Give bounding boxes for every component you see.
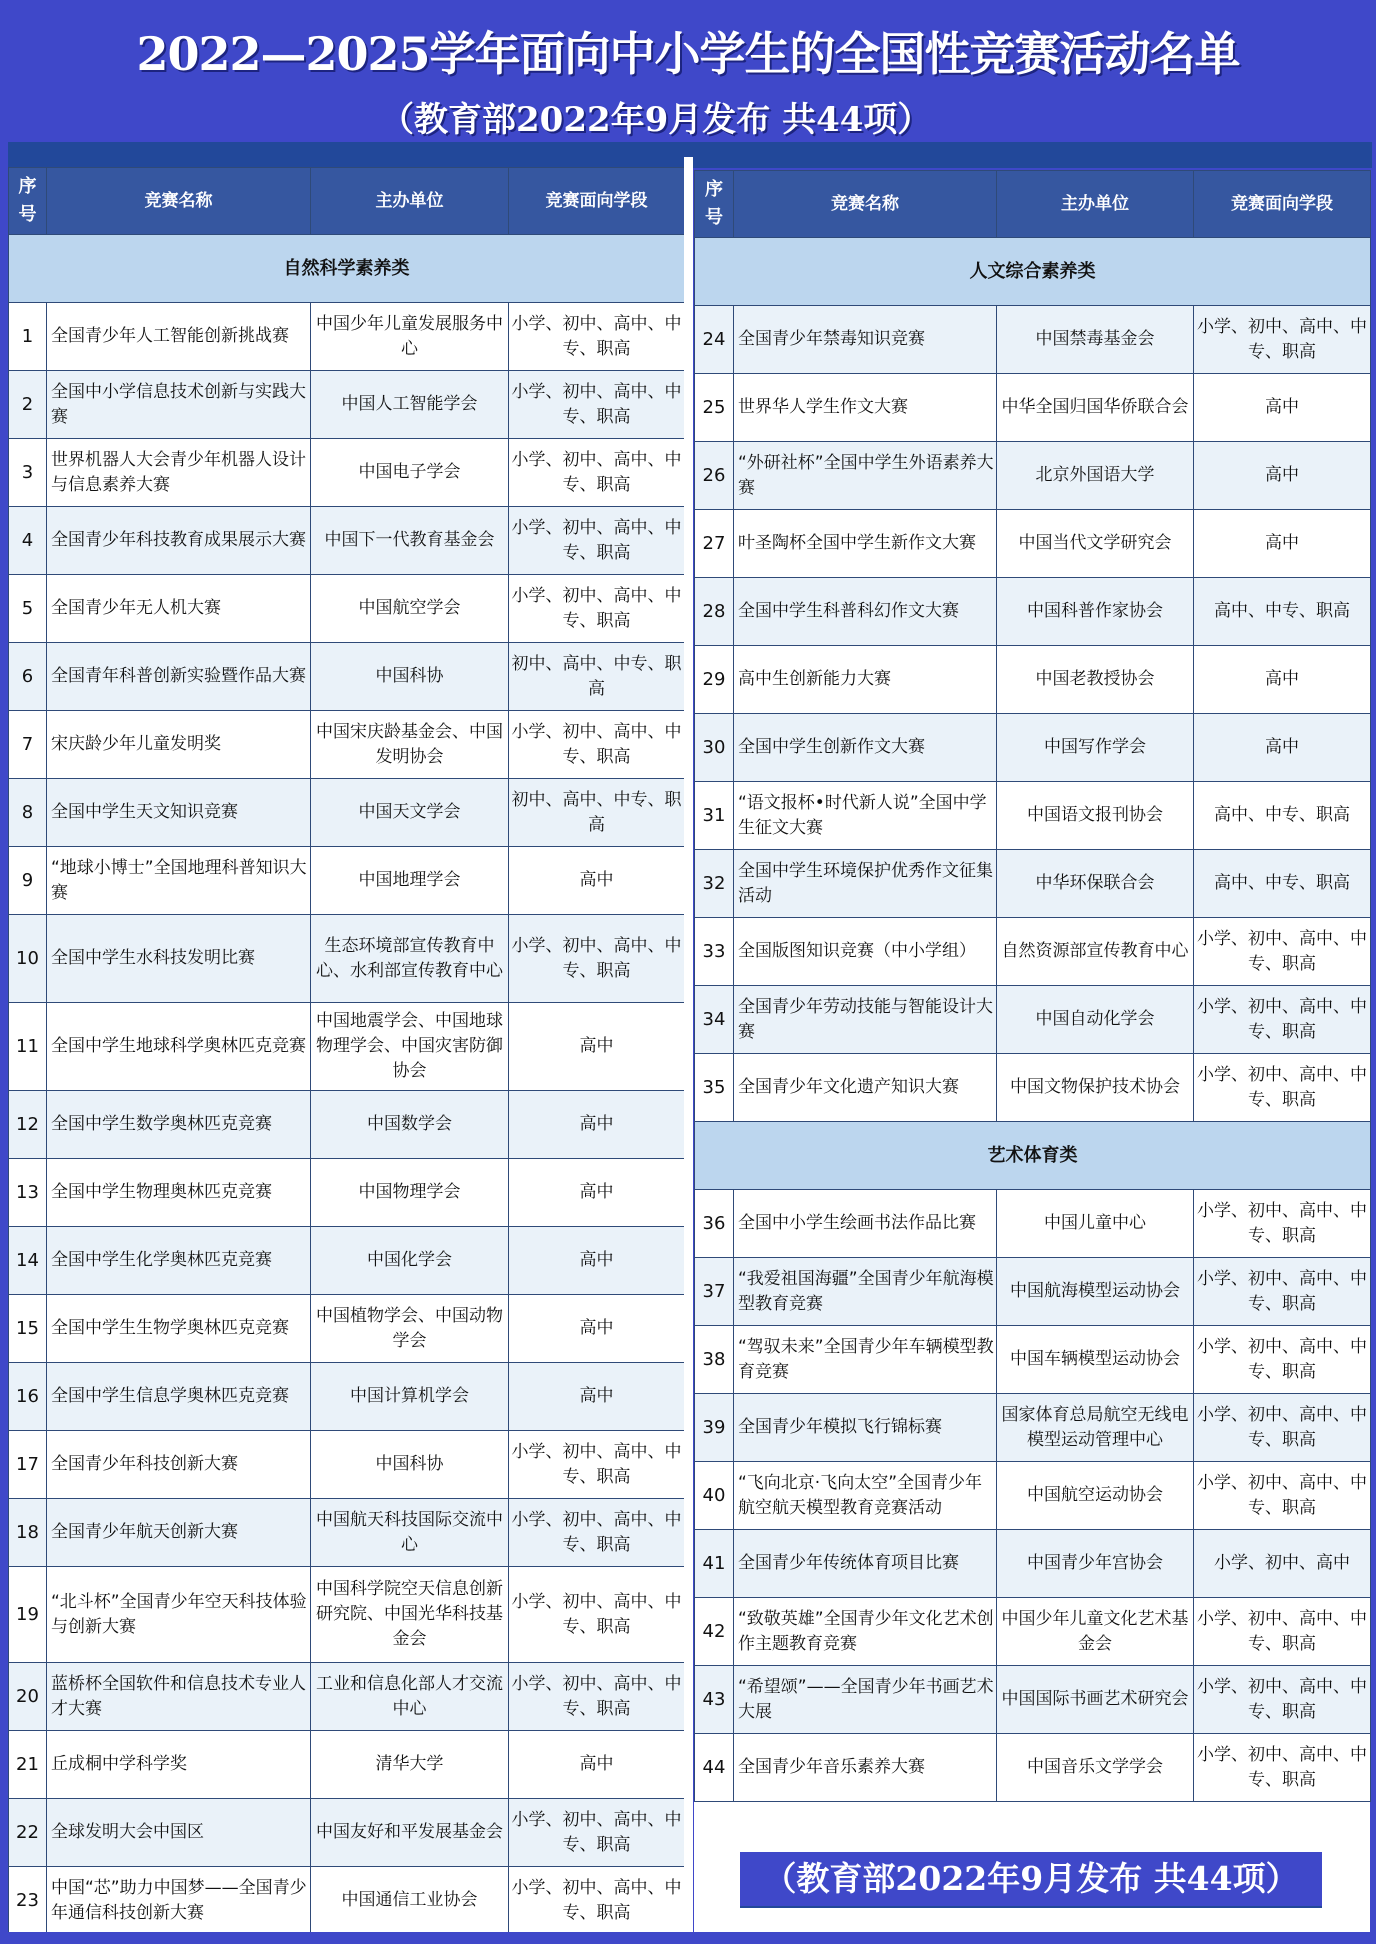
organizer: 中国计算机学会 [311,1363,509,1431]
table-row [695,1394,1371,1462]
target-level: 小学、初中、高中、中专、职高 [509,439,685,507]
target-level: 小学、初中、高中、中专、职高 [509,1431,685,1499]
organizer: 中国友好和平发展基金会 [311,1799,509,1867]
category-row [695,238,1371,306]
organizer: 中国宋庆龄基金会、中国发明协会 [311,711,509,779]
row-number: 29 [695,646,734,714]
table-row [9,1295,685,1363]
row-number: 6 [9,643,47,711]
target-level: 高中 [509,1091,685,1159]
organizer: 工业和信息化部人才交流中心 [311,1663,509,1731]
left-table-container [8,167,684,1935]
row-number: 7 [9,711,47,779]
target-level: 小学、初中、高中、中专、职高 [1194,1190,1371,1258]
target-level: 小学、初中、高中、中专、职高 [1194,1734,1371,1802]
organizer: 中国科普作家协会 [997,578,1194,646]
competition-name: 全国中学生生物学奥林匹克竞赛 [47,1295,311,1363]
table-row [9,915,685,1003]
row-number: 25 [695,374,734,442]
footer-note: （教育部2022年9月发布 共44项） [740,1852,1322,1908]
table-row [9,643,685,711]
table-row [9,575,685,643]
competition-name: 蓝桥杯全国软件和信息技术专业人才大赛 [47,1663,311,1731]
column-header-name: 竞赛名称 [47,168,311,235]
organizer: 中国老教授协会 [997,646,1194,714]
row-number: 35 [695,1054,734,1122]
competition-name: 全国中学生物理奥林匹克竞赛 [47,1159,311,1227]
organizer: 中国禁毒基金会 [997,306,1194,374]
target-level: 小学、初中、高中、中专、职高 [1194,1054,1371,1122]
table-row [695,1734,1371,1802]
organizer: 中国数学会 [311,1091,509,1159]
organizer: 中国航空运动协会 [997,1462,1194,1530]
competition-name: 全国中学生环境保护优秀作文征集活动 [734,850,997,918]
table-row [9,1499,685,1567]
organizer: 中国下一代教育基金会 [311,507,509,575]
organizer: 中国青少年宫协会 [997,1530,1194,1598]
row-number: 22 [9,1799,47,1867]
right-table-container [694,170,1370,1938]
target-level: 小学、初中、高中、中专、职高 [1194,1462,1371,1530]
row-number: 28 [695,578,734,646]
target-level: 小学、初中、高中、中专、职高 [509,1867,685,1935]
table-row [695,374,1371,442]
competition-name: 全国版图知识竞赛（中小学组） [734,918,997,986]
target-level: 高中 [509,847,685,915]
organizer: 清华大学 [311,1731,509,1799]
row-number: 42 [695,1598,734,1666]
competition-name: 全国青少年劳动技能与智能设计大赛 [734,986,997,1054]
row-number: 33 [695,918,734,986]
row-number: 41 [695,1530,734,1598]
row-number: 27 [695,510,734,578]
organizer: 中国航海模型运动协会 [997,1258,1194,1326]
organizer: 中国自动化学会 [997,986,1194,1054]
table-row [695,782,1371,850]
target-level: 小学、初中、高中、中专、职高 [1194,1598,1371,1666]
competition-name: “语文报杯•时代新人说”全国中学生征文大赛 [734,782,997,850]
target-level: 小学、初中、高中、中专、职高 [509,575,685,643]
target-level: 高中 [1194,714,1371,782]
competition-name: “我爱祖国海疆”全国青少年航海模型教育竞赛 [734,1258,997,1326]
bottom-band [0,1932,1376,1944]
target-level: 小学、初中、高中 [1194,1530,1371,1598]
target-level: 小学、初中、高中、中专、职高 [509,507,685,575]
organizer: 中国电子学会 [311,439,509,507]
table-header-row [9,168,685,235]
target-level: 初中、高中、中专、职高 [509,643,685,711]
competition-name: “外研社杯”全国中学生外语素养大赛 [734,442,997,510]
table-row [695,850,1371,918]
target-level: 小学、初中、高中、中专、职高 [509,915,685,1003]
table-row [9,303,685,371]
column-header-org: 主办单位 [997,171,1194,238]
competition-name: 全国青少年传统体育项目比赛 [734,1530,997,1598]
target-level: 小学、初中、高中、中专、职高 [1194,1258,1371,1326]
organizer: 中国地震学会、中国地球物理学会、中国灾害防御协会 [311,1003,509,1091]
table-row [695,1326,1371,1394]
row-number: 8 [9,779,47,847]
competition-name: 中国“芯”助力中国梦——全国青少年通信科技创新大赛 [47,1867,311,1935]
row-number: 38 [695,1326,734,1394]
competition-name: 全国中学生地球科学奥林匹克竞赛 [47,1003,311,1091]
competition-name: “地球小博士”全国地理科普知识大赛 [47,847,311,915]
table-row [9,1003,685,1091]
target-level: 小学、初中、高中、中专、职高 [509,1567,685,1663]
organizer: 中国人工智能学会 [311,371,509,439]
target-level: 初中、高中、中专、职高 [509,779,685,847]
row-number: 2 [9,371,47,439]
table-row [9,779,685,847]
competition-name: “希望颂”——全国青少年书画艺术大展 [734,1666,997,1734]
target-level: 高中 [1194,374,1371,442]
table-row [9,1731,685,1799]
organizer: 中华全国归国华侨联合会 [997,374,1194,442]
row-number: 19 [9,1567,47,1663]
target-level: 小学、初中、高中、中专、职高 [1194,1326,1371,1394]
competition-name: “飞向北京·飞向太空”全国青少年航空航天模型教育竞赛活动 [734,1462,997,1530]
target-level: 高中 [1194,646,1371,714]
table-row [9,1431,685,1499]
target-level: 小学、初中、高中、中专、职高 [1194,986,1371,1054]
competition-name: 全国青少年模拟飞行锦标赛 [734,1394,997,1462]
competition-name: 全国中小学生绘画书法作品比赛 [734,1190,997,1258]
table-row [9,1091,685,1159]
row-number: 20 [9,1663,47,1731]
row-number: 4 [9,507,47,575]
organizer: 中国写作学会 [997,714,1194,782]
table-row [695,1258,1371,1326]
table-row [9,1799,685,1867]
page-title: 2022—2025学年面向中小学生的全国性竞赛活动名单 [136,27,1240,81]
organizer: 中国地理学会 [311,847,509,915]
competition-name: 全国中学生信息学奥林匹克竞赛 [47,1363,311,1431]
competition-name: 全国中小学信息技术创新与实践大赛 [47,371,311,439]
row-number: 10 [9,915,47,1003]
target-level: 小学、初中、高中、中专、职高 [509,1499,685,1567]
table-row [695,1190,1371,1258]
column-header-level: 竞赛面向学段 [509,168,685,235]
competition-name: 全国中学生创新作文大赛 [734,714,997,782]
target-level: 小学、初中、高中、中专、职高 [1194,1666,1371,1734]
competition-name: 全国中学生天文知识竞赛 [47,779,311,847]
row-number: 17 [9,1431,47,1499]
table-row [9,1867,685,1935]
table-row [695,646,1371,714]
organizer: 生态环境部宣传教育中心、水利部宣传教育中心 [311,915,509,1003]
row-number: 14 [9,1227,47,1295]
organizer: 中国科协 [311,1431,509,1499]
category-row [9,235,685,303]
row-number: 9 [9,847,47,915]
table-row [695,1666,1371,1734]
competition-name: 全国青少年航天创新大赛 [47,1499,311,1567]
organizer: 中国当代文学研究会 [997,510,1194,578]
table-row [695,918,1371,986]
page-subtitle: （教育部2022年9月发布 共44项） [380,100,932,140]
target-level: 小学、初中、高中、中专、职高 [1194,1394,1371,1462]
table-row [695,1598,1371,1666]
organizer: 中国科学院空天信息创新研究院、中国光华科技基金会 [311,1567,509,1663]
column-header-name: 竞赛名称 [734,171,997,238]
category-label: 自然科学素养类 [9,235,685,303]
row-number: 13 [9,1159,47,1227]
row-number: 23 [9,1867,47,1935]
target-level: 小学、初中、高中、中专、职高 [1194,306,1371,374]
target-level: 小学、初中、高中、中专、职高 [509,1663,685,1731]
competition-name: 世界机器人大会青少年机器人设计与信息素养大赛 [47,439,311,507]
competition-name: 全国中学生数学奥林匹克竞赛 [47,1091,311,1159]
table-row [695,578,1371,646]
competition-name: 全国青少年科技教育成果展示大赛 [47,507,311,575]
competition-name: 全国青年科普创新实验暨作品大赛 [47,643,311,711]
row-number: 26 [695,442,734,510]
table-header-row [695,171,1371,238]
row-number: 44 [695,1734,734,1802]
organizer: 中国航空学会 [311,575,509,643]
target-level: 小学、初中、高中、中专、职高 [509,1799,685,1867]
row-number: 39 [695,1394,734,1462]
row-number: 1 [9,303,47,371]
table-row [695,1054,1371,1122]
competition-name: 宋庆龄少年儿童发明奖 [47,711,311,779]
table-divider [684,157,693,1944]
row-number: 12 [9,1091,47,1159]
row-number: 37 [695,1258,734,1326]
column-header-org: 主办单位 [311,168,509,235]
competition-name: 全国中学生化学奥林匹克竞赛 [47,1227,311,1295]
target-level: 高中 [509,1159,685,1227]
target-level: 高中 [1194,442,1371,510]
organizer: 中国通信工业协会 [311,1867,509,1935]
organizer: 中国物理学会 [311,1159,509,1227]
organizer: 国家体育总局航空无线电模型运动管理中心 [997,1394,1194,1462]
target-level: 高中 [509,1003,685,1091]
table-row [695,1530,1371,1598]
table-row [9,1227,685,1295]
target-level: 小学、初中、高中、中专、职高 [1194,918,1371,986]
competition-name: 全国青少年音乐素养大赛 [734,1734,997,1802]
competition-name: 全国青少年无人机大赛 [47,575,311,643]
competition-name: 全球发明大会中国区 [47,1799,311,1867]
competition-name: 高中生创新能力大赛 [734,646,997,714]
row-number: 3 [9,439,47,507]
target-level: 高中 [509,1731,685,1799]
organizer: 中国化学会 [311,1227,509,1295]
organizer: 中国少年儿童文化艺术基金会 [997,1598,1194,1666]
row-number: 5 [9,575,47,643]
target-level: 高中 [509,1227,685,1295]
competition-name: 全国青少年科技创新大赛 [47,1431,311,1499]
organizer: 中国国际书画艺术研究会 [997,1666,1194,1734]
competition-name: 全国青少年人工智能创新挑战赛 [47,303,311,371]
table-row [9,507,685,575]
row-number: 34 [695,986,734,1054]
competition-name: 叶圣陶杯全国中学生新作文大赛 [734,510,997,578]
table-row [695,442,1371,510]
table-row [695,306,1371,374]
row-number: 40 [695,1462,734,1530]
category-row [695,1122,1371,1190]
column-header-level: 竞赛面向学段 [1194,171,1371,238]
row-number: 24 [695,306,734,374]
competition-table-left [8,167,685,1935]
target-level: 高中 [1194,510,1371,578]
competition-table-right [694,170,1371,1802]
target-level: 高中、中专、职高 [1194,578,1371,646]
competition-name: 全国青少年文化遗产知识大赛 [734,1054,997,1122]
target-level: 小学、初中、高中、中专、职高 [509,371,685,439]
organizer: 中国航天科技国际交流中心 [311,1499,509,1567]
organizer: 中国语文报刊协会 [997,782,1194,850]
competition-name: 全国青少年禁毒知识竞赛 [734,306,997,374]
row-number: 30 [695,714,734,782]
table-row [9,1567,685,1663]
competition-name: 丘成桐中学科学奖 [47,1731,311,1799]
row-number: 36 [695,1190,734,1258]
organizer: 中华环保联合会 [997,850,1194,918]
table-row [9,711,685,779]
competition-name: 世界华人学生作文大赛 [734,374,997,442]
table-row [695,714,1371,782]
target-level: 高中、中专、职高 [1194,782,1371,850]
competition-name: “北斗杯”全国青少年空天科技体验与创新大赛 [47,1567,311,1663]
row-number: 21 [9,1731,47,1799]
organizer: 中国儿童中心 [997,1190,1194,1258]
organizer: 中国音乐文学学会 [997,1734,1194,1802]
table-row [695,986,1371,1054]
column-header-seq: 序号 [9,168,47,235]
table-row [9,439,685,507]
organizer: 中国科协 [311,643,509,711]
table-row [9,1363,685,1431]
organizer: 中国少年儿童发展服务中心 [311,303,509,371]
row-number: 31 [695,782,734,850]
table-row [9,1159,685,1227]
table-row [9,1663,685,1731]
target-level: 小学、初中、高中、中专、职高 [509,303,685,371]
organizer: 中国天文学会 [311,779,509,847]
column-header-seq: 序号 [695,171,734,238]
target-level: 高中 [509,1295,685,1363]
organizer: 中国植物学会、中国动物学会 [311,1295,509,1363]
target-level: 高中、中专、职高 [1194,850,1371,918]
table-row [695,510,1371,578]
competition-name: “致敬英雄”全国青少年文化艺术创作主题教育竞赛 [734,1598,997,1666]
organizer: 中国文物保护技术协会 [997,1054,1194,1122]
target-level: 小学、初中、高中、中专、职高 [509,711,685,779]
row-number: 11 [9,1003,47,1091]
organizer: 自然资源部宣传教育中心 [997,918,1194,986]
target-level: 高中 [509,1363,685,1431]
table-row [9,371,685,439]
table-row [9,847,685,915]
row-number: 32 [695,850,734,918]
organizer: 北京外国语大学 [997,442,1194,510]
row-number: 43 [695,1666,734,1734]
category-label: 人文综合素养类 [695,238,1371,306]
competition-name: 全国中学生水科技发明比赛 [47,915,311,1003]
row-number: 15 [9,1295,47,1363]
competition-name: 全国中学生科普科幻作文大赛 [734,578,997,646]
category-label: 艺术体育类 [695,1122,1371,1190]
row-number: 18 [9,1499,47,1567]
table-row [695,1462,1371,1530]
organizer: 中国车辆模型运动协会 [997,1326,1194,1394]
competition-name: “驾驭未来”全国青少年车辆模型教育竞赛 [734,1326,997,1394]
row-number: 16 [9,1363,47,1431]
